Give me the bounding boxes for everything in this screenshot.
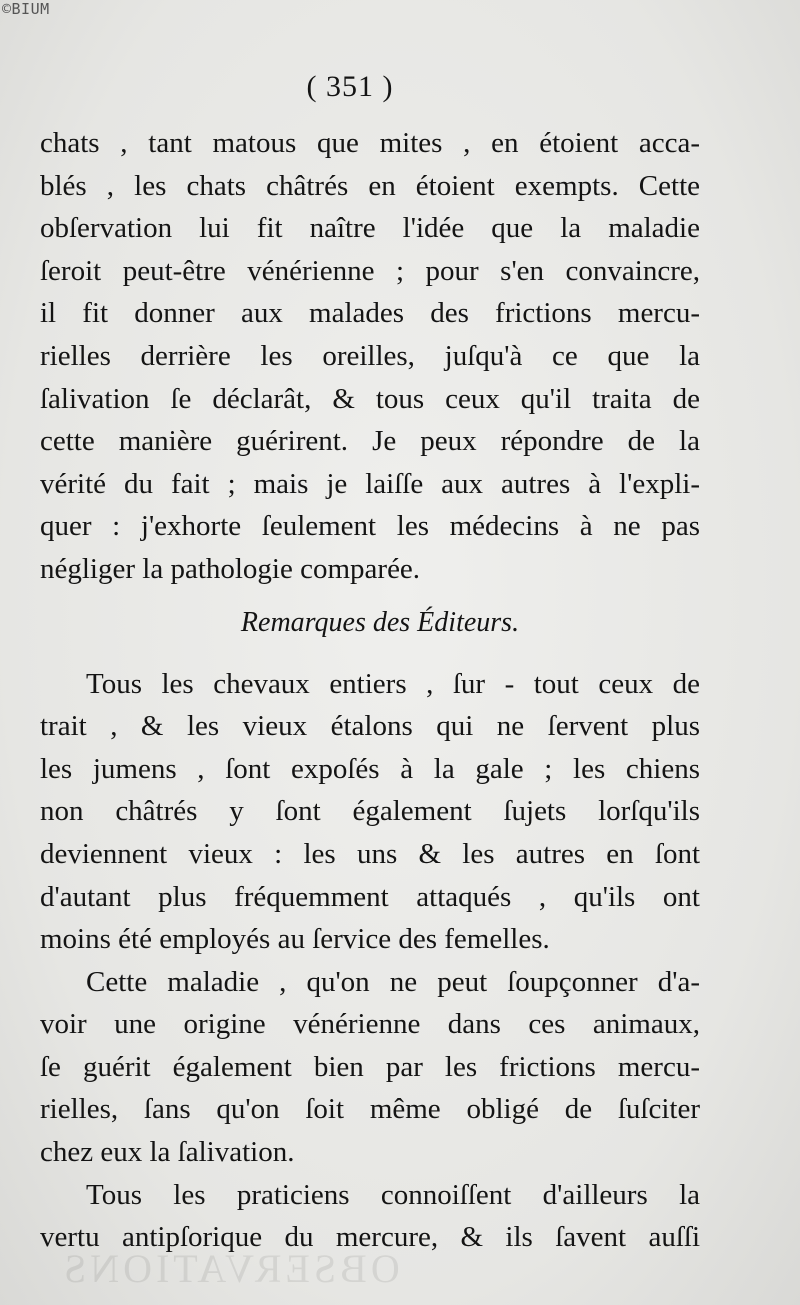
text-line: Tous les chevaux entiers , ſur - tout ceux de: [86, 667, 700, 700]
text-line: quer : j'exhorte ſeulement les médecins à ne pas: [40, 510, 700, 543]
text-line: chez eux la ſalivation.: [40, 1136, 295, 1169]
library-watermark: ©BIUM: [2, 0, 50, 18]
text-line: négliger la pathologie comparée.: [40, 552, 421, 585]
show-through-text: OBSERVATIONS: [60, 1246, 400, 1291]
text-line: chats , tant matous que mites , en étoient acca-: [40, 127, 700, 159]
paragraph-2: [40, 663, 700, 961]
text-line: voir une origine vénérienne dans ces animaux,: [40, 1008, 700, 1041]
text-line: d'autant plus fréquemment attaqués , qu'ils ont: [40, 880, 700, 913]
text-line: blés , les chats châtrés en étoient exempts. Cette: [40, 169, 700, 202]
section-heading: Remarques des Éditeurs.: [240, 606, 520, 638]
text-line: vertu antipſorique du mercure, & ils ſavent auſſi: [40, 1221, 700, 1254]
paragraph-3: [40, 961, 700, 1174]
text-line: obſervation lui fit naître l'idée que la maladie: [40, 212, 700, 245]
page-number: ( 351 ): [306, 70, 394, 103]
text-line: moins été employés au ſervice des femelles.: [40, 923, 550, 956]
spacer: [40, 649, 700, 663]
text-line: ſalivation ſe déclarât, & tous ceux qu'il traita de: [40, 382, 700, 415]
text-line: rielles derrière les oreilles, juſqu'à ce que la: [40, 339, 700, 372]
text-line: il fit donner aux malades des frictions mercu-: [40, 297, 700, 330]
text-line: vérité du fait ; mais je laiſſe aux autres à l'expli-: [40, 467, 700, 500]
text-line: deviennent vieux : les uns & les autres en ſont: [40, 837, 700, 870]
paragraph-1: [40, 122, 700, 591]
text-line: rielles, ſans qu'on ſoit même obligé de ſuſciter: [40, 1093, 700, 1126]
text-line: non châtrés y ſont également ſujets lorſqu'ils: [40, 795, 700, 828]
text-line: les jumens , ſont expoſés à la gale ; les chiens: [40, 752, 700, 785]
text-line: Tous les praticiens connoiſſent d'ailleurs la: [86, 1178, 700, 1211]
text-line: trait , & les vieux étalons qui ne ſervent plus: [40, 710, 700, 743]
text-line: ſe guérit également bien par les frictions mercu-: [40, 1050, 700, 1083]
text-line: cette manière guérirent. Je peux répondre de la: [40, 425, 700, 458]
text-line: ſeroit peut-être vénérienne ; pour s'en convaincre,: [40, 254, 700, 287]
text-line: Cette maladie , qu'on ne peut ſoupçonner d'a-: [86, 965, 700, 998]
page-body: [40, 122, 700, 1259]
